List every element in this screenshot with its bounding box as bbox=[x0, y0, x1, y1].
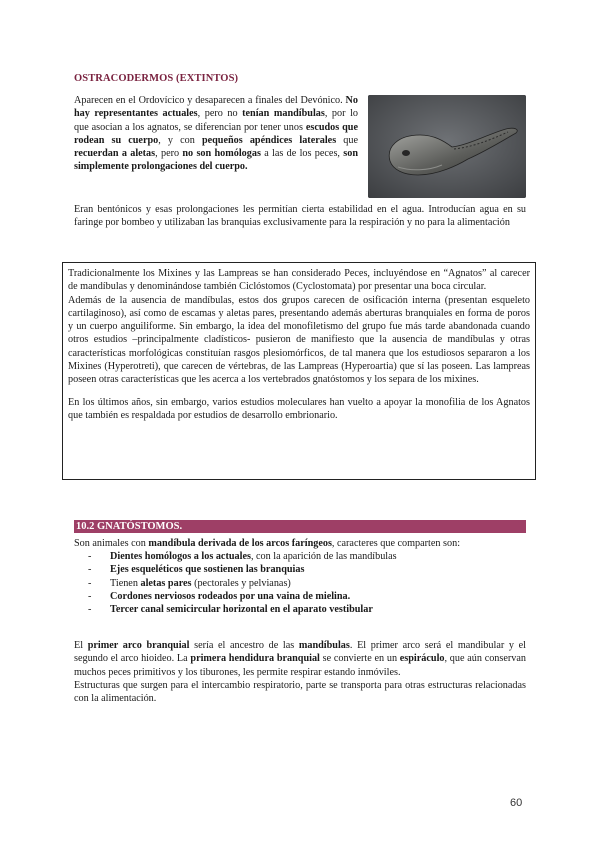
paragraph-bentonicos: Eran bentónicos y esas prolongaciones les permitían cierta estabilidad en el agua. Introducían agua en su faringe por bombeo y utilizaban las branquias exclusivamente para la respiración y no para la alimentación bbox=[74, 204, 526, 229]
box-paragraph-3: En los últimos años, sin embargo, varios estudios moleculares han vuelto a apoyar la monofilia de los Agnatos que también es respaldada por estudios de desarrollo embrionario. bbox=[68, 396, 530, 421]
page-number: 60 bbox=[510, 797, 523, 809]
section-title-ostracodermos: OSTRACODERMOS (EXTINTOS) bbox=[74, 73, 239, 84]
list-item: - Ejes esqueléticos que sostienen las branquias bbox=[84, 563, 524, 576]
fossil-fish-image bbox=[368, 95, 526, 198]
section-title-gnatostomos: 10.2 GNATÓSTOMOS. bbox=[76, 521, 183, 532]
list-item: - Cordones nerviosos rodeados por una vaina de mielina. bbox=[84, 590, 524, 603]
arco-text-2: Estructuras que surgen para el intercambio respiratorio, parte se transporta para otras estructuras relacionadas con la alimentación. bbox=[74, 679, 526, 705]
paragraph-arco-branquial bbox=[74, 639, 526, 705]
arco-text: El primer arco branquial sería el ancestro de las mandíbulas. El primer arco será el mandibular y el segundo el arco hioideo. La primera hendidura branquial se convierte en un espiráculo, que aún conservan muchos peces primitivos y los tiburones, les permite respirar estando inmóviles. bbox=[74, 640, 526, 678]
list-item: - Dientes homólogos a los actuales, con la aparición de las mandíbulas bbox=[84, 550, 524, 563]
paragraph-ostracodermos: Aparecen en el Ordovícico y desaparecen a finales del Devónico. No hay representantes actuales, pero no tenían mandíbulas, por lo que asocian a los agnatos, se diferencian por tener unos escudos que rodean su cuerpo, y con pequeños apéndices laterales que recuerdan a aletas, pero no son homólogas a las de los peces, son simplemente prolongaciones del cuerpo. bbox=[74, 95, 358, 173]
agnatos-info-box bbox=[62, 262, 536, 480]
list-item: - Tienen aletas pares (pectorales y pelvianas) bbox=[84, 577, 524, 590]
list-item: - Tercer canal semicircular horizontal en el aparato vestibular bbox=[84, 603, 524, 616]
box-paragraph-2: Además de la ausencia de mandíbulas, estos dos grupos carecen de osificación interna (presentan esqueleto cartilaginoso), así como de escamas y aletas pares, presentando además aberturas branquiales en forma de poros y un cuerpo anguiliforme. Sin embargo, la idea del monofiletismo del grupo fue más tarde abandonada cuando otros estudios –principalmente cladísticos- pusieron de manifiesto que la ausencia de mandíbulas y otras características morfológicas constituían rasgos plesiomórficos, de tal manera que los estudiosos separaron a los Mixines (Hyperotreti), que carecen de vértebras, de las Lampreas (Hyperoartia) que sí las poseen. Las lampreas poseen otras características que les acerca a los vertebrados gnatóstomos y los separa de los mixines. bbox=[68, 294, 530, 386]
box-paragraph-1: Tradicionalmente los Mixines y las Lampreas se han considerado Peces, incluyéndose en “Agnatos” al carecer de mandíbulas y denominándose también Ciclóstomos (Cyclostomata) por presentar una boca circular. bbox=[68, 268, 530, 293]
characteristics-list bbox=[84, 550, 524, 616]
ostracoderm-fossil-icon bbox=[368, 95, 526, 198]
paragraph-gnatostomos-intro: Son animales con mandíbula derivada de los arcos faríngeos, caracteres que comparten son: bbox=[74, 538, 461, 549]
